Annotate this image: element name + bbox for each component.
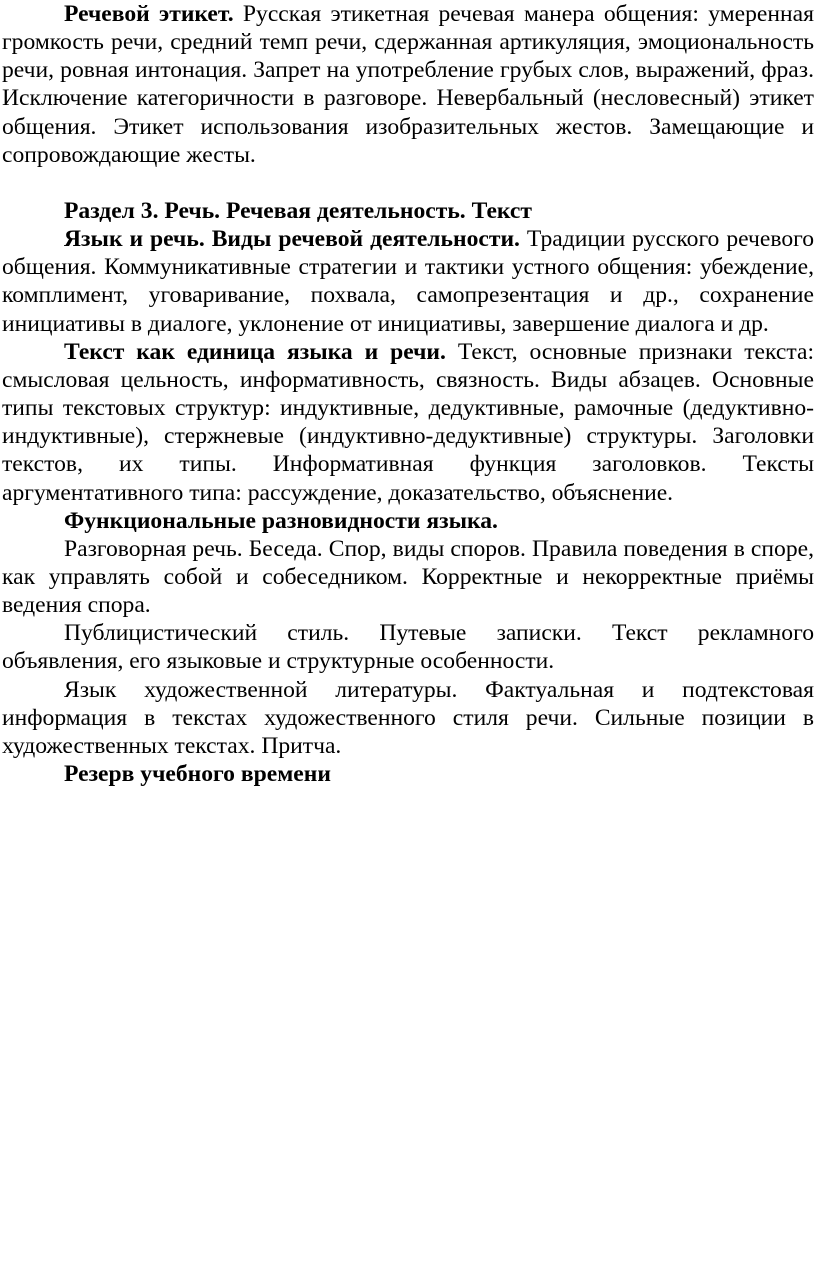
section-title: Раздел 3. Речь. Речевая деятельность. Текст bbox=[64, 197, 532, 224]
paragraph-text: Традиции русского речевого общения. Коммуникативные стратегии и тактики устного общения: убеждение, комплимент, уговаривание, похвала, самопрезентация и др., сохранение инициативы в диалоге, уклонение от инициативы, завершение диалога и др. bbox=[2, 226, 814, 337]
document-body bbox=[2, 0, 814, 788]
paragraph-text: Текст, основные признаки текста: смысловая цельность, информативность, связность. Виды абзацев. Основные типы текстовых структур: индуктивные, дедуктивные, рамочные (дедуктивно-индуктивные), стержневые (индуктивно-дедуктивные) структуры. Заголовки текстов, их типы. Информативная функция заголовков. Тексты аргументативного типа: рассуждение, доказательство, объяснение. bbox=[2, 338, 815, 506]
paragraph-heading: Речевой этикет. bbox=[64, 1, 234, 27]
paragraph-speech-etiquette bbox=[2, 0, 814, 169]
spacer bbox=[2, 169, 814, 197]
paragraph-colloquial-speech: Разговорная речь. Беседа. Спор, виды споров. Правила поведения в споре, как управлять собой и собеседником. Корректные и некорректные приёмы ведения спора. bbox=[2, 535, 814, 619]
paragraph-language-and-speech bbox=[2, 225, 814, 338]
paragraph-text-as-unit bbox=[2, 338, 814, 507]
paragraph-publicistic-style: Публицистический стиль. Путевые записки. Текст рекламного объявления, его языковые и структурные особенности. bbox=[2, 620, 814, 675]
paragraph-literary-language: Язык художественной литературы. Фактуальная и подтекстовая информация в текстах художественного стиля речи. Сильные позиции в художественных текстах. Притча. bbox=[2, 676, 814, 759]
paragraph-text: Русская этикетная речевая манера общения: умеренная громкость речи, средний темп речи, сдержанная артикуляция, эмоциональность речи, ровная интонация. Запрет на употребление грубых слов, выражений, фраз. Исключение категоричности в разговоре. Невербальный (несловесный) этикет общения. Этикет использования изобразительных жестов. Замещающие и сопровождающие жесты. bbox=[2, 1, 814, 168]
paragraph-heading: Текст как единица языка и речи. bbox=[64, 338, 446, 365]
paragraph-heading: Язык и речь. Виды речевой деятельности. bbox=[64, 226, 520, 253]
reserve-time-heading: Резерв учебного времени bbox=[64, 761, 331, 788]
functional-varieties-heading: Функциональные разновидности языка. bbox=[64, 507, 498, 534]
